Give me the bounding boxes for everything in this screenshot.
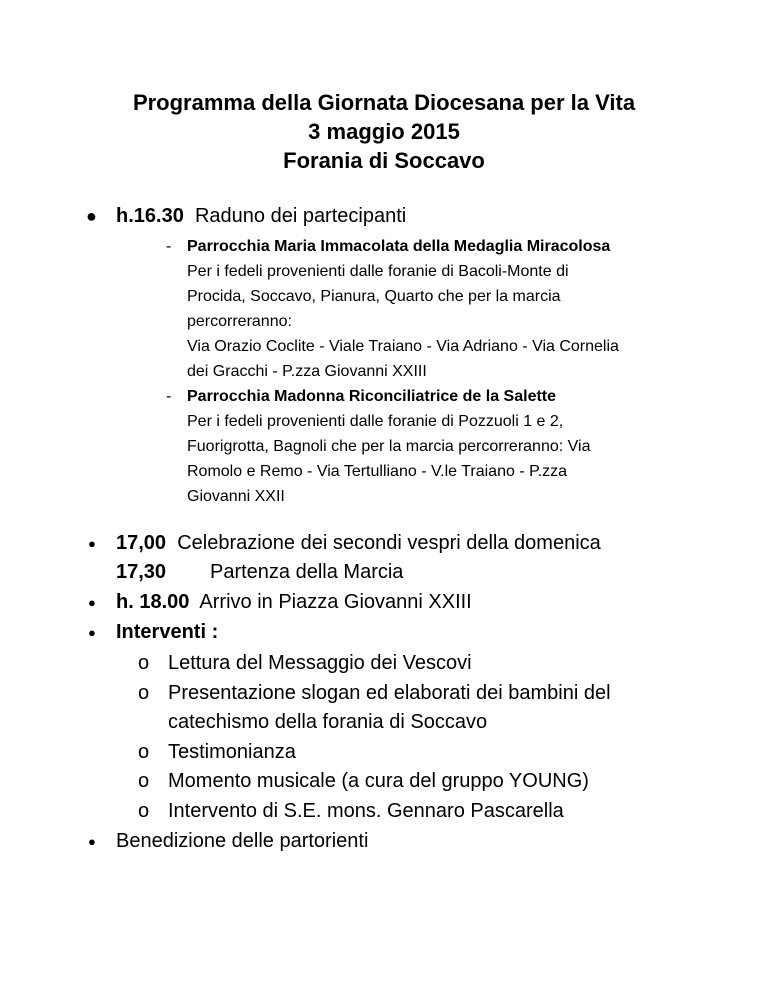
sub-1-line: dei Gracchi - P.zza Giovanni XXIII	[187, 363, 427, 380]
item-2-line	[116, 530, 601, 556]
sub-1-title: Parrocchia Maria Immacolata della Medaglia Miracolosa	[187, 238, 611, 255]
item-2b-text: Partenza della Marcia	[210, 561, 404, 583]
item-3-text: Arrivo in Piazza Giovanni XXIII	[199, 591, 472, 613]
item-4-label: Interventi :	[116, 621, 219, 643]
title-line-1: Programma della Giornata Diocesana per la Vita	[132, 90, 636, 115]
sub-2-line: Fuorigrotta, Bagnoli che per la marcia percorreranno: Via	[187, 438, 591, 455]
item-2-time2: 17,30	[116, 561, 167, 583]
item-1-text: Raduno dei partecipanti	[194, 205, 407, 227]
item-2b-line	[116, 559, 166, 585]
subitem: Momento musicale (a cura del gruppo YOUNG)	[168, 770, 589, 792]
sub-2-title: Parrocchia Madonna Riconciliatrice de la Salette	[187, 388, 557, 405]
circle-bullet-icon: o	[138, 741, 150, 763]
subitem: Presentazione slogan ed elaborati dei bambini del	[168, 682, 611, 704]
item-3-line	[116, 589, 472, 615]
item-2-time: 17,00	[116, 532, 167, 554]
circle-bullet-icon: o	[138, 682, 150, 704]
subitem: Intervento di S.E. mons. Gennaro Pascarella	[168, 800, 564, 822]
sub-1-line: percorreranno:	[187, 313, 292, 330]
bullet-icon: ●	[88, 595, 96, 610]
sub-2-line: Giovanni XXII	[187, 488, 285, 505]
circle-bullet-icon: o	[138, 652, 150, 674]
bullet-icon: ●	[88, 834, 96, 849]
title-line-2: 3 maggio 2015	[308, 119, 460, 144]
subitem: catechismo della forania di Soccavo	[168, 711, 488, 733]
item-3-time: h. 18.00	[116, 591, 190, 613]
sub-1-line: Via Orazio Coclite - Viale Traiano - Via Adriano - Via Cornelia	[187, 338, 619, 355]
title-line-3: Forania di Soccavo	[283, 148, 485, 173]
subitem: Testimonianza	[168, 741, 296, 763]
dash-icon: -	[166, 388, 172, 405]
item-5-text: Benedizione delle partorienti	[116, 830, 369, 852]
circle-bullet-icon: o	[138, 800, 150, 822]
subitem: Lettura del Messaggio dei Vescovi	[168, 652, 472, 674]
item-1-time: h.16.30	[116, 205, 184, 227]
bullet-icon: ●	[88, 625, 96, 640]
item-2-text: Celebrazione dei secondi vespri della domenica	[177, 532, 601, 554]
bullet-icon: ●	[88, 536, 96, 551]
item-4-line	[116, 619, 218, 645]
dash-icon: -	[166, 238, 172, 255]
sub-2-line: Per i fedeli provenienti dalle foranie di Pozzuoli 1 e 2,	[187, 413, 564, 430]
bullet-icon: ●	[86, 206, 97, 226]
sub-2-line: Romolo e Remo - Via Tertulliano - V.le Traiano - P.zza	[187, 463, 568, 480]
sub-1-line: Procida, Soccavo, Pianura, Quarto che per la marcia	[187, 288, 561, 305]
circle-bullet-icon: o	[138, 770, 150, 792]
sub-1-line: Per i fedeli provenienti dalle foranie di Bacoli-Monte di	[187, 263, 569, 280]
item-1-line	[116, 203, 406, 229]
